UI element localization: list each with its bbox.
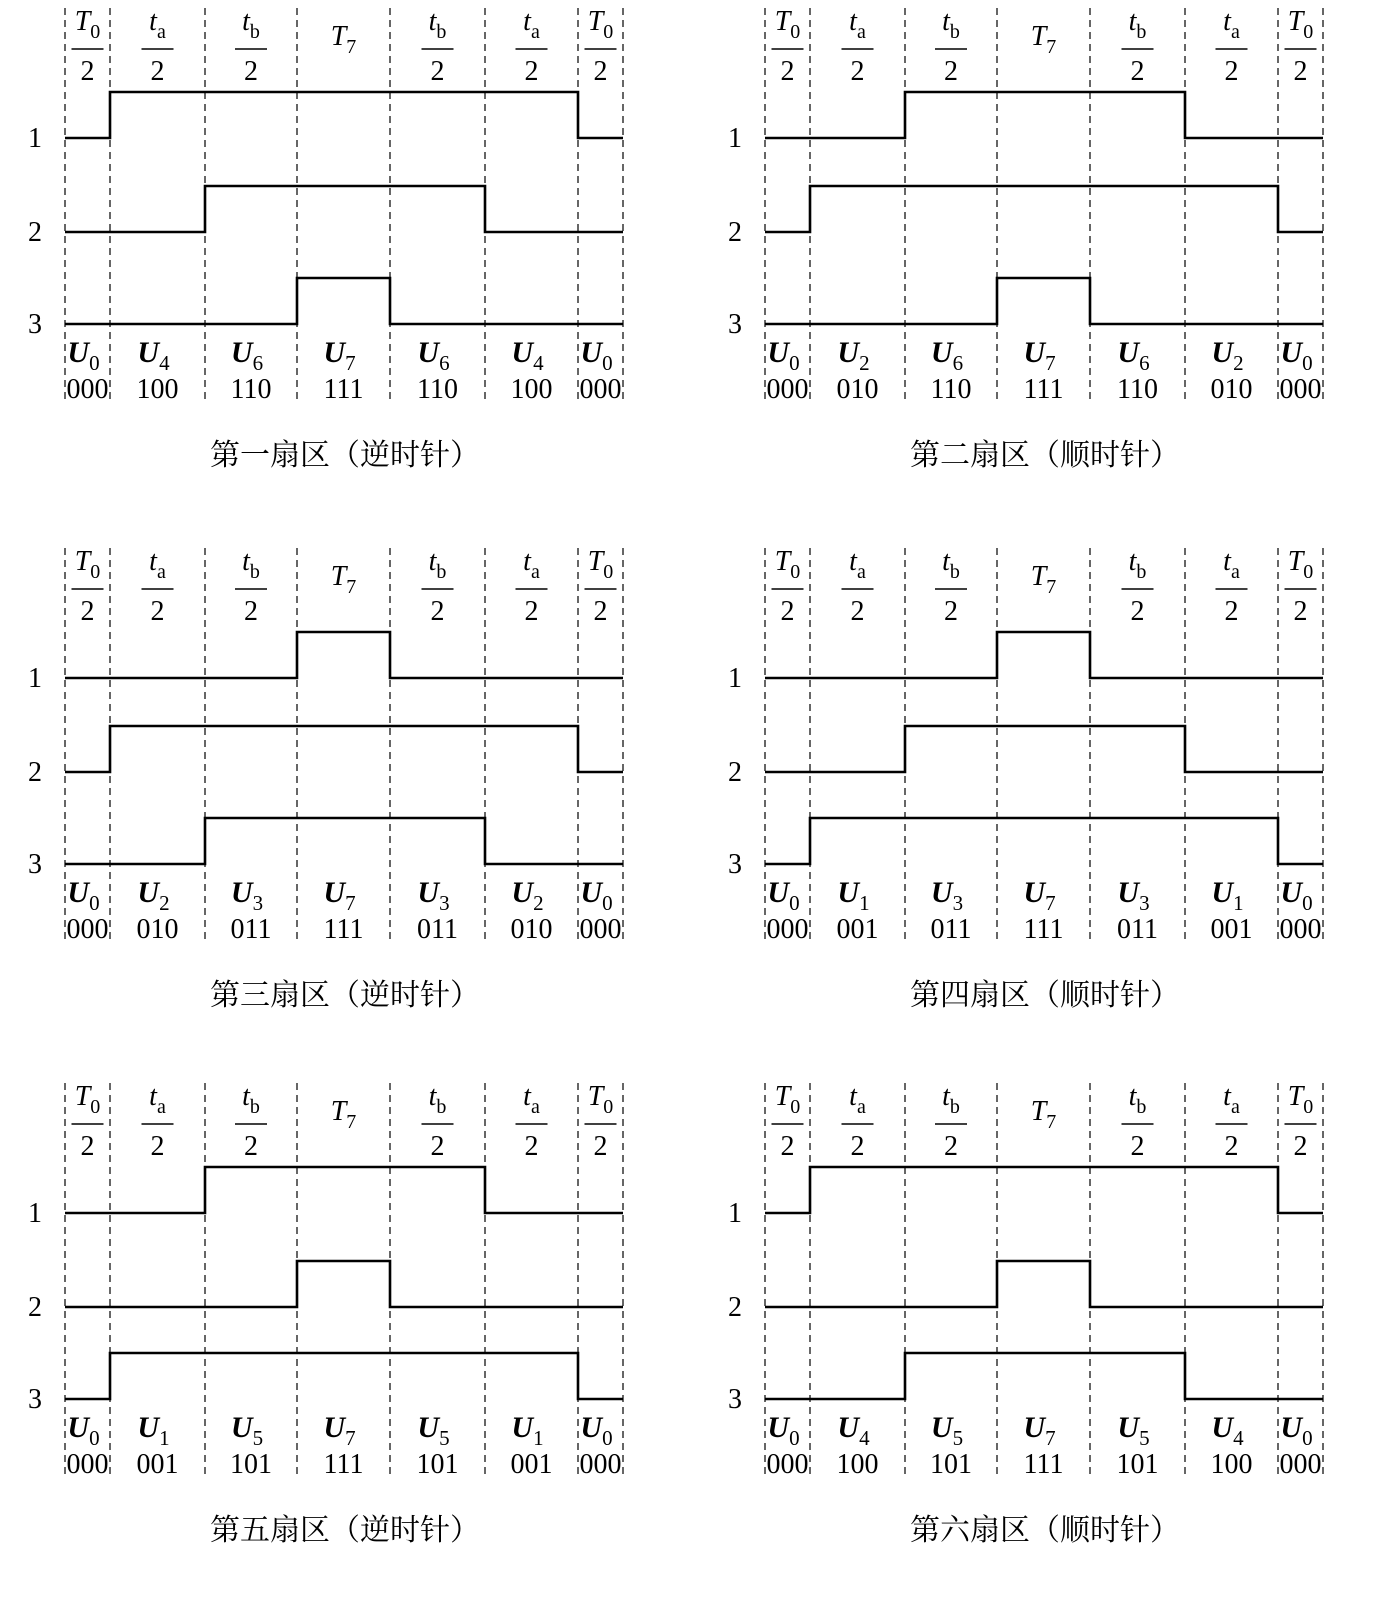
switching-code: 011: [1117, 914, 1158, 945]
interval-symbol: $T_0$: [774, 1081, 801, 1118]
switching-code: 110: [930, 374, 972, 405]
interval-symbol: $T_7$: [330, 1096, 357, 1133]
vector-label: $U_6$: [417, 336, 450, 375]
interval-label: [1031, 21, 1057, 58]
interval-symbol: $t_a$: [849, 1081, 866, 1118]
phase-label-1: 1: [28, 663, 42, 694]
switching-code: 000: [1279, 1449, 1322, 1480]
interval-label: [331, 561, 357, 598]
vector-label: $U_7$: [323, 336, 356, 375]
sector-panel-4: [700, 540, 1380, 1075]
interval-label: [516, 1081, 548, 1162]
phase-label-1: 1: [28, 123, 42, 154]
vector-label: $U_2$: [1211, 336, 1244, 375]
vector-label: $U_0$: [580, 1411, 613, 1450]
interval-denominator: 2: [850, 596, 865, 627]
phase-label-3: 3: [28, 849, 42, 880]
interval-symbol: $T_0$: [74, 1081, 101, 1118]
interval-symbol: $T_0$: [1287, 1081, 1314, 1118]
switching-code: 000: [579, 374, 622, 405]
interval-label: [331, 21, 357, 58]
interval-symbol: $t_a$: [149, 546, 166, 583]
interval-symbol: $T_0$: [74, 6, 101, 43]
interval-symbol: $t_a$: [1223, 6, 1240, 43]
vector-label: $U_1$: [511, 1411, 544, 1450]
interval-denominator: 2: [850, 56, 865, 87]
interval-label: [585, 1081, 617, 1162]
interval-symbol: $T_0$: [587, 6, 614, 43]
interval-label: [842, 546, 874, 627]
interval-symbol: $t_a$: [149, 1081, 166, 1118]
vector-label: $U_0$: [67, 1411, 100, 1450]
interval-label: [516, 6, 548, 87]
interval-label: [772, 6, 804, 87]
vector-label: $U_6$: [230, 336, 264, 375]
interval-denominator: 2: [524, 1131, 539, 1162]
interval-denominator: 2: [244, 56, 258, 87]
phase-waveform-1: [65, 1167, 623, 1213]
interval-label: [1031, 561, 1057, 598]
switching-code: 000: [579, 914, 622, 945]
switching-code: 010: [136, 914, 179, 945]
vector-label: $U_6$: [930, 336, 964, 375]
interval-symbol: $t_b$: [242, 1081, 260, 1118]
vector-label: $U_7$: [323, 1411, 356, 1450]
switching-code: 110: [417, 374, 458, 405]
phase-label-2: 2: [28, 217, 42, 248]
vector-label: $U_7$: [1023, 876, 1056, 915]
interval-label: [585, 546, 617, 627]
interval-label: [1122, 1081, 1154, 1162]
interval-symbol: $T_0$: [587, 1081, 614, 1118]
switching-code: 101: [930, 1449, 972, 1480]
interval-label: [422, 1081, 454, 1162]
interval-symbol: $t_b$: [942, 546, 960, 583]
switching-code: 111: [323, 1449, 364, 1480]
phase-waveform-3: [765, 278, 1323, 324]
interval-symbol: $t_a$: [1223, 1081, 1240, 1118]
interval-label: [235, 6, 267, 87]
interval-label: [142, 546, 174, 627]
sector-panel-5: [0, 1075, 690, 1610]
switching-code: 000: [1279, 374, 1322, 405]
vector-label: $U_5$: [930, 1411, 964, 1450]
interval-denominator: 2: [1293, 56, 1308, 87]
vector-label: $U_3$: [417, 876, 450, 915]
interval-label: [331, 1096, 357, 1133]
interval-label: [1216, 1081, 1248, 1162]
interval-denominator: 2: [150, 56, 165, 87]
switching-code: 111: [323, 374, 364, 405]
vector-label: $U_0$: [1280, 336, 1313, 375]
vector-label: $U_4$: [137, 336, 170, 375]
switching-code: 000: [66, 914, 109, 945]
interval-label: [1285, 546, 1317, 627]
interval-denominator: 2: [430, 596, 445, 627]
interval-denominator: 2: [1130, 596, 1145, 627]
interval-denominator: 2: [780, 596, 795, 627]
interval-denominator: 2: [524, 56, 539, 87]
vector-label: $U_3$: [230, 876, 264, 915]
interval-symbol: $T_7$: [330, 561, 357, 598]
vector-label: $U_3$: [930, 876, 964, 915]
switching-code: 100: [510, 374, 553, 405]
interval-symbol: $T_7$: [330, 21, 357, 58]
phase-label-3: 3: [28, 309, 42, 340]
switching-code: 011: [930, 914, 972, 945]
switching-code: 110: [1117, 374, 1158, 405]
switching-code: 101: [416, 1449, 459, 1480]
phase-waveform-1: [765, 92, 1323, 138]
interval-symbol: $t_b$: [1128, 1081, 1147, 1118]
interval-denominator: 2: [80, 1131, 95, 1162]
interval-symbol: $T_7$: [1030, 21, 1057, 58]
interval-denominator: 2: [593, 56, 608, 87]
interval-label: [935, 546, 967, 627]
phase-waveform-3: [765, 818, 1323, 864]
interval-symbol: $t_a$: [523, 546, 540, 583]
interval-symbol: $T_0$: [1287, 546, 1314, 583]
interval-denominator: 2: [593, 1131, 608, 1162]
vector-label: $U_4$: [1211, 1411, 1244, 1450]
interval-denominator: 2: [944, 596, 958, 627]
phase-label-1: 1: [728, 123, 742, 154]
phase-waveform-3: [65, 1353, 623, 1399]
interval-label: [72, 1081, 104, 1162]
phase-label-2: 2: [728, 1292, 742, 1323]
interval-label: [1216, 6, 1248, 87]
phase-waveform-2: [65, 726, 623, 772]
interval-label: [1285, 1081, 1317, 1162]
switching-code: 001: [510, 1449, 553, 1480]
sector-caption: 第二扇区（顺时针）: [910, 438, 1180, 473]
interval-symbol: $t_b$: [942, 6, 960, 43]
interval-label: [772, 1081, 804, 1162]
phase-label-3: 3: [28, 1384, 42, 1415]
switching-code: 100: [136, 374, 179, 405]
interval-symbol: $t_a$: [523, 6, 540, 43]
vector-label: $U_0$: [767, 336, 800, 375]
vector-label: $U_1$: [1211, 876, 1244, 915]
switching-code: 101: [230, 1449, 272, 1480]
phase-waveform-1: [765, 632, 1323, 678]
vector-label: $U_1$: [137, 1411, 170, 1450]
interval-denominator: 2: [80, 596, 95, 627]
vector-label: $U_7$: [1023, 1411, 1056, 1450]
switching-code: 011: [230, 914, 272, 945]
vector-label: $U_0$: [1280, 876, 1313, 915]
switching-code: 000: [766, 1449, 809, 1480]
switching-code: 010: [510, 914, 553, 945]
interval-label: [235, 1081, 267, 1162]
interval-symbol: $t_b$: [1128, 6, 1147, 43]
interval-symbol: $T_0$: [774, 6, 801, 43]
interval-label: [142, 6, 174, 87]
interval-denominator: 2: [1224, 1131, 1239, 1162]
sector-caption: 第五扇区（逆时针）: [210, 1513, 480, 1548]
sector-caption: 第六扇区（顺时针）: [910, 1513, 1180, 1548]
interval-label: [72, 6, 104, 87]
interval-label: [1122, 546, 1154, 627]
switching-code: 111: [323, 914, 364, 945]
switching-code: 101: [1116, 1449, 1159, 1480]
vector-label: $U_7$: [1023, 336, 1056, 375]
interval-label: [422, 546, 454, 627]
switching-code: 000: [1279, 914, 1322, 945]
interval-denominator: 2: [244, 1131, 258, 1162]
interval-symbol: $T_0$: [74, 546, 101, 583]
interval-denominator: 2: [944, 1131, 958, 1162]
phase-label-1: 1: [728, 663, 742, 694]
interval-label: [235, 546, 267, 627]
interval-symbol: $t_b$: [428, 1081, 447, 1118]
vector-label: $U_5$: [1117, 1411, 1150, 1450]
switching-code: 111: [1023, 374, 1064, 405]
phase-waveform-1: [765, 1167, 1323, 1213]
vector-label: $U_4$: [837, 1411, 870, 1450]
interval-denominator: 2: [1224, 56, 1239, 87]
interval-label: [72, 546, 104, 627]
interval-symbol: $t_b$: [428, 546, 447, 583]
interval-denominator: 2: [150, 596, 165, 627]
interval-denominator: 2: [80, 56, 95, 87]
interval-label: [772, 546, 804, 627]
interval-denominator: 2: [1130, 1131, 1145, 1162]
switching-code: 010: [1210, 374, 1253, 405]
interval-denominator: 2: [430, 1131, 445, 1162]
switching-code: 100: [1210, 1449, 1253, 1480]
phase-label-2: 2: [28, 757, 42, 788]
switching-code: 111: [1023, 1449, 1064, 1480]
interval-symbol: $t_a$: [523, 1081, 540, 1118]
interval-denominator: 2: [1293, 596, 1308, 627]
vector-label: $U_0$: [1280, 1411, 1313, 1450]
phase-waveform-3: [65, 818, 623, 864]
interval-label: [1031, 1096, 1057, 1133]
vector-label: $U_5$: [417, 1411, 450, 1450]
vector-label: $U_0$: [767, 876, 800, 915]
interval-label: [1285, 6, 1317, 87]
interval-label: [585, 6, 617, 87]
switching-code: 100: [836, 1449, 879, 1480]
vector-label: $U_2$: [137, 876, 170, 915]
phase-waveform-2: [65, 186, 623, 232]
phase-label-3: 3: [728, 1384, 742, 1415]
interval-denominator: 2: [1224, 596, 1239, 627]
sector-panel-3: [0, 540, 690, 1075]
interval-label: [142, 1081, 174, 1162]
interval-denominator: 2: [780, 1131, 795, 1162]
vector-label: $U_0$: [67, 876, 100, 915]
interval-symbol: $T_0$: [587, 546, 614, 583]
phase-label-2: 2: [728, 217, 742, 248]
interval-symbol: $t_b$: [1128, 546, 1147, 583]
interval-symbol: $t_b$: [942, 1081, 960, 1118]
phase-waveform-3: [765, 1353, 1323, 1399]
switching-code: 000: [579, 1449, 622, 1480]
interval-symbol: $T_0$: [774, 546, 801, 583]
interval-denominator: 2: [944, 56, 958, 87]
phase-waveform-2: [765, 726, 1323, 772]
interval-label: [516, 546, 548, 627]
interval-symbol: $t_a$: [849, 6, 866, 43]
interval-denominator: 2: [524, 596, 539, 627]
phase-waveform-2: [765, 186, 1323, 232]
switching-code: 000: [766, 374, 809, 405]
interval-label: [935, 1081, 967, 1162]
vector-label: $U_1$: [837, 876, 870, 915]
interval-symbol: $T_7$: [1030, 561, 1057, 598]
interval-denominator: 2: [150, 1131, 165, 1162]
interval-denominator: 2: [1130, 56, 1145, 87]
interval-label: [1216, 546, 1248, 627]
vector-label: $U_0$: [67, 336, 100, 375]
switching-code: 111: [1023, 914, 1064, 945]
interval-symbol: $t_b$: [428, 6, 447, 43]
switching-code: 011: [417, 914, 458, 945]
vector-label: $U_2$: [511, 876, 544, 915]
interval-label: [422, 6, 454, 87]
interval-symbol: $t_a$: [1223, 546, 1240, 583]
interval-denominator: 2: [593, 596, 608, 627]
vector-label: $U_7$: [323, 876, 356, 915]
interval-symbol: $t_b$: [242, 546, 260, 583]
vector-label: $U_4$: [511, 336, 544, 375]
interval-symbol: $t_a$: [849, 546, 866, 583]
vector-label: $U_3$: [1117, 876, 1150, 915]
interval-symbol: $t_b$: [242, 6, 260, 43]
phase-label-1: 1: [28, 1198, 42, 1229]
interval-symbol: $t_a$: [149, 6, 166, 43]
phase-label-2: 2: [728, 757, 742, 788]
vector-label: $U_6$: [1117, 336, 1150, 375]
switching-code: 110: [230, 374, 272, 405]
switching-code: 000: [766, 914, 809, 945]
interval-label: [1122, 6, 1154, 87]
phase-label-2: 2: [28, 1292, 42, 1323]
phase-label-1: 1: [728, 1198, 742, 1229]
vector-label: $U_0$: [767, 1411, 800, 1450]
interval-label: [842, 1081, 874, 1162]
sector-panel-2: [700, 0, 1380, 535]
vector-label: $U_2$: [837, 336, 870, 375]
sector-caption: 第四扇区（顺时针）: [910, 978, 1180, 1013]
phase-label-3: 3: [728, 849, 742, 880]
phase-waveform-2: [765, 1261, 1323, 1307]
interval-label: [842, 6, 874, 87]
interval-symbol: $T_7$: [1030, 1096, 1057, 1133]
vector-label: $U_5$: [230, 1411, 264, 1450]
switching-code: 000: [66, 1449, 109, 1480]
phase-waveform-3: [65, 278, 623, 324]
interval-denominator: 2: [850, 1131, 865, 1162]
switching-code: 000: [66, 374, 109, 405]
interval-denominator: 2: [780, 56, 795, 87]
interval-denominator: 2: [430, 56, 445, 87]
vector-label: $U_0$: [580, 336, 613, 375]
phase-label-3: 3: [728, 309, 742, 340]
sector-caption: 第一扇区（逆时针）: [210, 438, 480, 473]
phase-waveform-1: [65, 632, 623, 678]
switching-code: 010: [836, 374, 879, 405]
vector-label: $U_0$: [580, 876, 613, 915]
phase-waveform-2: [65, 1261, 623, 1307]
sector-panel-1: [0, 0, 690, 535]
sector-caption: 第三扇区（逆时针）: [210, 978, 480, 1013]
switching-code: 001: [136, 1449, 179, 1480]
interval-denominator: 2: [1293, 1131, 1308, 1162]
sector-panel-6: [700, 1075, 1380, 1610]
interval-label: [935, 6, 967, 87]
interval-symbol: $T_0$: [1287, 6, 1314, 43]
switching-code: 001: [836, 914, 879, 945]
switching-code: 001: [1210, 914, 1253, 945]
phase-waveform-1: [65, 92, 623, 138]
interval-denominator: 2: [244, 596, 258, 627]
